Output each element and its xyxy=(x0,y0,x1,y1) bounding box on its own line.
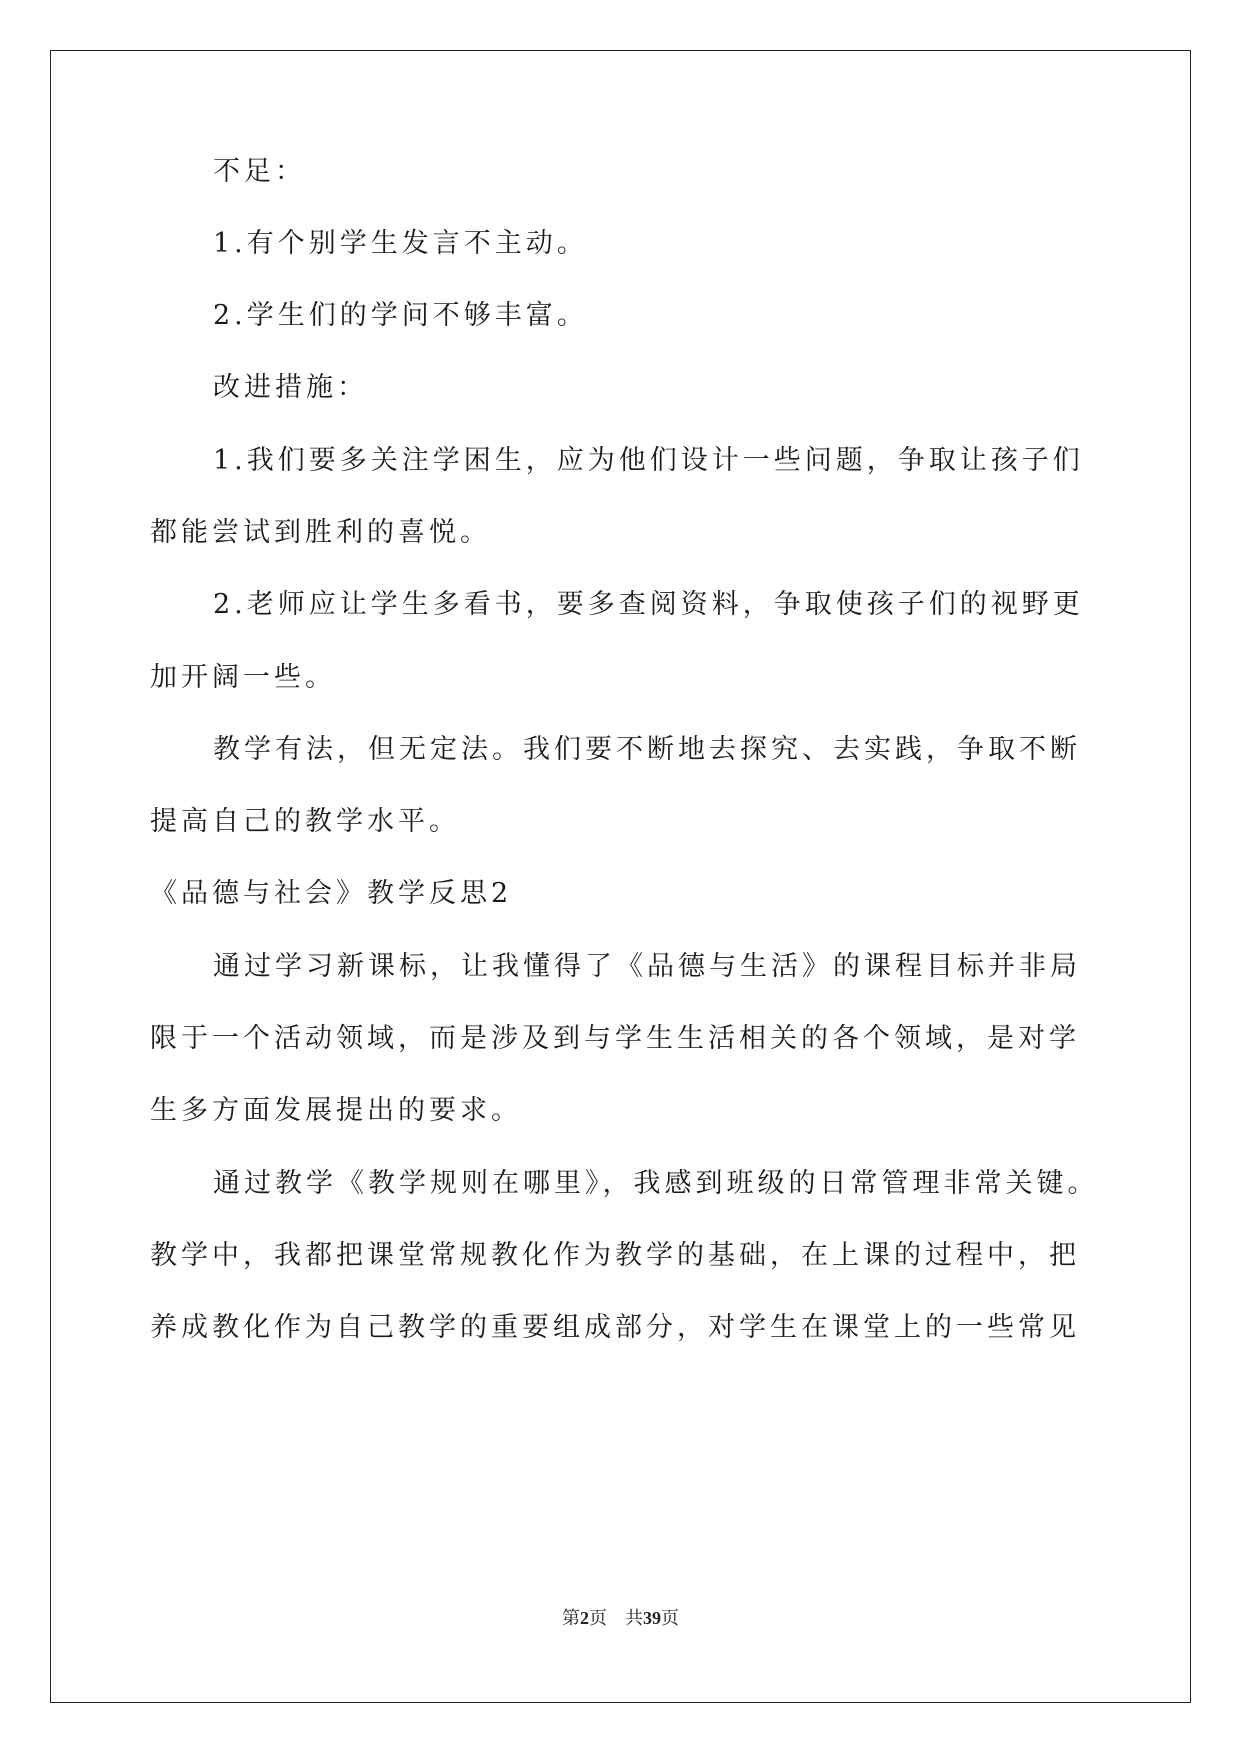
paragraph-line: 养成教化作为自己教学的重要组成部分，对学生在课堂上的一些常见 xyxy=(150,1312,1080,1343)
paragraph-line: 2.学生们的学问不够丰富。 xyxy=(213,300,588,331)
total-pages: 39 xyxy=(643,1608,661,1628)
paragraph-line: 2.老师应让学生多看书，要多查阅资料，争取使孩子们的视野更 xyxy=(213,589,1084,620)
section-heading: 《品德与社会》教学反思2 xyxy=(150,878,513,909)
paragraph-line: 教学有法，但无定法。我们要不断地去探究、去实践，争取不断 xyxy=(213,734,1081,765)
paragraph-line: 改进措施： xyxy=(213,372,368,403)
paragraph-line: 通过教学《教学规则在哪里》，我感到班级的日常管理非常关键。 xyxy=(213,1168,1099,1199)
page-footer xyxy=(0,1604,1241,1630)
paragraph-line: 1.我们要多关注学困生，应为他们设计一些问题，争取让孩子们 xyxy=(213,445,1084,476)
paragraph-line: 加开阔一些。 xyxy=(150,662,336,693)
paragraph-line: 都能尝试到胜利的喜悦。 xyxy=(150,517,491,548)
paragraph-line: 教学中，我都把课堂常规教化作为教学的基础，在上课的过程中，把 xyxy=(150,1240,1080,1271)
page-number: 2 xyxy=(580,1608,589,1628)
footer-total-suffix: 页 xyxy=(661,1608,679,1628)
paragraph-line: 生多方面发展提出的要求。 xyxy=(150,1095,522,1126)
paragraph-line: 提高自己的教学水平。 xyxy=(150,806,460,837)
footer-prefix: 第 xyxy=(562,1608,580,1628)
paragraph-line: 限于一个活动领域，而是涉及到与学生生活相关的各个领域，是对学 xyxy=(150,1023,1080,1054)
paragraph-line: 1.有个别学生发言不主动。 xyxy=(213,228,588,259)
footer-total-prefix: 共 xyxy=(625,1608,643,1628)
paragraph-line: 不足： xyxy=(213,156,306,187)
footer-page-suffix: 页 xyxy=(589,1608,607,1628)
paragraph-line: 通过学习新课标，让我懂得了《品德与生活》的课程目标并非局 xyxy=(213,951,1081,982)
